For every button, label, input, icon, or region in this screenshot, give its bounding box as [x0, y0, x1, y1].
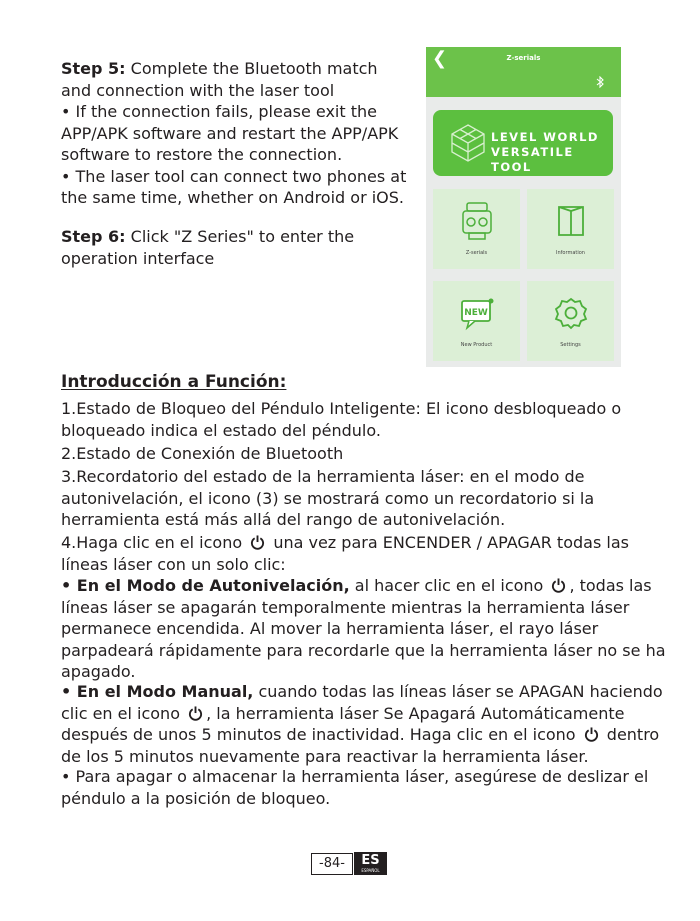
intro-bullet-manual — [61, 681, 663, 767]
intro-text: , la herramienta láser Se Apagará Automáticamente — [206, 703, 625, 723]
intro-text: 1.Estado de Bloqueo del Péndulo Inteligente: El icono desbloqueado o — [61, 399, 622, 418]
page-number: -84- — [311, 853, 353, 875]
intro-text: parpadeará rápidamente para recordarle que la herramienta láser no se ha — [61, 640, 666, 660]
app-screenshot — [426, 47, 621, 367]
intro-text: apagado. — [61, 662, 136, 681]
intro-text: líneas láser se apagarán temporalmente mientras la herramienta láser — [61, 597, 630, 617]
intro-text: 4.Haga clic en el icono — [61, 533, 243, 552]
tile-information[interactable] — [527, 189, 614, 269]
power-icon — [551, 578, 566, 593]
intro-text: líneas láser con un solo clic: — [61, 554, 286, 574]
app-banner — [433, 110, 613, 176]
intro-text: herramienta está más allá del rango de autonivelación. — [61, 510, 506, 529]
power-icon — [250, 535, 265, 550]
intro-item-2 — [61, 443, 343, 465]
step5-bullet: APP/APK software and restart the APP/APK — [61, 123, 399, 143]
step5-paragraph — [61, 58, 406, 209]
intro-text: permanece encendida. Al mover la herramienta láser, el rayo láser — [61, 619, 599, 638]
bullet-label: • En el Modo Manual, — [61, 682, 254, 701]
app-header — [426, 47, 621, 97]
intro-text: , todas las — [569, 576, 652, 595]
gear-icon — [553, 293, 589, 333]
step6-text: operation interface — [61, 248, 215, 268]
intro-text: una vez para ENCENDER / APAGAR todas las — [273, 533, 629, 552]
step6-paragraph — [61, 226, 354, 269]
step6-text: Click "Z Series" to enter the — [125, 227, 355, 246]
intro-item-3 — [61, 466, 594, 531]
intro-bullet-auto — [61, 575, 666, 683]
intro-text: • Para apagar o almacenar la herramienta láser, asegúrese de deslizar el — [61, 767, 649, 786]
language-code: ES — [361, 853, 380, 868]
intro-text: al hacer clic en el icono — [349, 576, 544, 595]
intro-item-4 — [61, 532, 629, 575]
intro-item-1 — [61, 398, 621, 441]
power-icon — [584, 727, 599, 742]
new-badge-icon — [459, 293, 495, 333]
intro-text: 2.Estado de Conexión de Bluetooth — [61, 444, 344, 463]
tile-new-product[interactable] — [433, 281, 520, 361]
intro-text: bloqueado indica el estado del péndulo. — [61, 420, 381, 440]
language-name: ESPAÑOL — [361, 868, 380, 873]
tile-z-serials[interactable] — [433, 189, 520, 269]
book-icon — [553, 201, 589, 241]
app-title: Z-serials — [506, 54, 541, 62]
intro-heading: Introducción a Función: — [61, 372, 287, 392]
intro-text: dentro — [606, 725, 660, 744]
step5-bullet: • If the connection fails, please exit the — [61, 102, 377, 121]
step5-text: Complete the Bluetooth match — [125, 59, 378, 78]
intro-text: autonivelación, el icono (3) se mostrará como un recordatorio si la — [61, 488, 595, 508]
bullet-label: • En el Modo de Autonivelación, — [61, 576, 350, 595]
step5-label: Step 5: — [61, 59, 126, 78]
step5-bullet: • The laser tool can connect two phones at — [61, 166, 407, 186]
step5-bullet: the same time, whether on Android or iOS. — [61, 188, 405, 207]
cube-icon — [449, 123, 487, 163]
intro-text: péndulo a la posición de bloqueo. — [61, 788, 331, 808]
intro-text: cuando todas las líneas láser se APAGAN haciendo — [253, 682, 663, 701]
power-icon — [188, 706, 203, 721]
tile-label: New Product — [460, 342, 493, 348]
tile-settings[interactable] — [527, 281, 614, 361]
intro-text: 3.Recordatorio del estado de la herramienta láser: en el modo de — [61, 467, 585, 486]
back-arrow-icon[interactable]: ❮ — [432, 48, 448, 69]
step5-text: and connection with the laser tool — [61, 80, 335, 100]
banner-line: VERSATILE TOOL — [491, 145, 574, 174]
tile-label: Information — [556, 250, 585, 256]
intro-bullet-storage — [61, 766, 648, 809]
tile-label: Settings — [560, 342, 581, 348]
step6-label: Step 6: — [61, 227, 126, 246]
intro-text: clic en el icono — [61, 703, 180, 723]
language-badge — [354, 852, 387, 875]
intro-text: después de unos 5 minutos de inactividad. Haga clic en el icono — [61, 725, 576, 744]
intro-text: de los 5 minutos nuevamente para reactivar la herramienta láser. — [61, 746, 589, 766]
new-badge-text: NEW — [464, 308, 488, 318]
laser-level-icon — [459, 201, 495, 241]
tile-label: Z-serials — [465, 250, 488, 256]
banner-line: LEVEL WORLD — [491, 130, 599, 144]
bluetooth-icon[interactable] — [595, 76, 605, 88]
step5-bullet: software to restore the connection. — [61, 145, 343, 164]
